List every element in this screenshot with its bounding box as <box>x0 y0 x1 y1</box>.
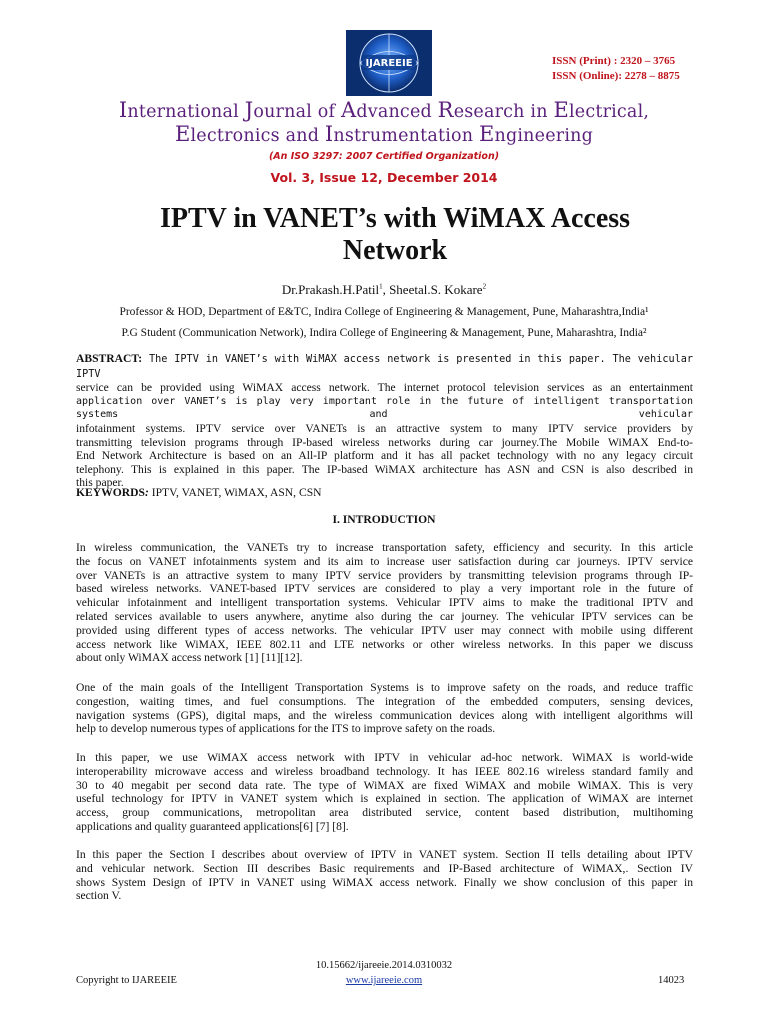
abstract <box>76 352 693 490</box>
paragraph-line: useful technology for IPTV in VANET system which is explained in section. The application of WiMAX are internet <box>76 792 693 806</box>
intro-paragraph-2 <box>76 681 693 736</box>
journal-title-word: ngineering <box>494 126 594 146</box>
paragraph-line: applications and quality guaranteed applications[6] [7] [8]. <box>76 819 349 833</box>
intro-paragraph-4 <box>76 848 693 903</box>
paragraph-line: access network like WiMAX, IEEE 802.11 and LTE networks or other wireless networks. In this paper we discuss <box>76 637 693 651</box>
keywords-label: KEYWORDS <box>76 486 145 499</box>
paragraph-line: shows System Design of IPTV in VANET using WiMAX access network. Finally we show conclusion of this paper in <box>76 875 693 889</box>
section-heading: I. INTRODUCTION <box>332 513 436 526</box>
abstract-line: this paper. <box>76 476 124 490</box>
footer-page-number: 14023 <box>658 975 685 986</box>
paragraph-line: In this paper the Section I describes about overview of IPTV in VANET system. Section II tells detailing about IPTV <box>76 848 693 861</box>
paragraph-line: In this paper, we use WiMAX access network with IPTV in vehicular ad-hoc network. WiMAX is world-wide <box>76 751 693 764</box>
keywords-colon: : <box>144 486 149 499</box>
issn-print: ISSN (Print) : 2320 – 3765 <box>552 55 676 67</box>
volume-issue: Vol. 3, Issue 12, December 2014 <box>270 170 498 185</box>
journal-title <box>0 99 768 147</box>
abstract-label: ABSTRACT: <box>76 352 143 365</box>
logo-text: IJAREEIE <box>365 58 413 69</box>
paragraph-line: 30 to 40 megabit per second data rate. The type of WiMAX are fixed WiMAX and mobile WiMAX. This is very <box>76 778 693 792</box>
intro-paragraph-1 <box>76 541 693 665</box>
paragraph-line: section V. <box>76 889 122 903</box>
journal-title-initial: J <box>244 98 254 122</box>
paper-title <box>0 203 768 267</box>
abstract-line <box>76 352 693 381</box>
paragraph-line: and vehicular network. Section III describes Basic requirements and IP-Based architecture of WiMAX,. Section IV <box>76 861 693 875</box>
affiliation-1: Professor & HOD, Department of E&TC, Indira College of Engineering & Management, Pune, Maharashtra,India¹ <box>119 306 649 318</box>
intro-paragraph-3 <box>76 751 693 834</box>
paragraph-line: about only WiMAX access network [1] [11][12]. <box>76 651 303 665</box>
abstract-line: transmitting television programs through IP-based wireless networks during car journey.The Mobile WiMAX End-to- <box>76 435 693 449</box>
paragraph-line: One of the main goals of the Intelligent Transportation Systems is to improve safety on the roads, and reduce traffic <box>76 681 693 694</box>
footer-copyright: Copyright to IJAREEIE <box>76 975 177 986</box>
abstract-line: infotainment systems. IPTV service over VANETs is an attractive system to many IPTV service providers by <box>76 421 693 435</box>
journal-title-word: dvanced <box>356 102 438 122</box>
journal-logo <box>346 30 432 96</box>
issn-online: ISSN (Online): 2278 – 8875 <box>552 70 680 82</box>
paragraph-line: congestion, waiting times, and fuel consumptions. The integration of the embedded computers, sensing devices, <box>76 694 693 708</box>
paragraph-line: In wireless communication, the VANETs try to increase transportation safety, efficiency and security. In this article <box>76 541 693 554</box>
journal-title-word: esearch in <box>453 102 554 122</box>
journal-title-word: nternational <box>127 102 245 122</box>
journal-title-word: lectronics and <box>190 126 325 146</box>
journal-title-initial: I <box>324 122 334 146</box>
keywords-text: IPTV, VANET, WiMAX, ASN, CSN <box>148 486 322 499</box>
paragraph-line: the focus on VANET infotainments system and its aim to increase user satisfaction during car journeys. IPTV service <box>76 554 693 568</box>
journal-title-word: lectrical, <box>568 102 650 122</box>
author-separator: , <box>382 282 390 297</box>
abstract-line: telephony. This is explained in this paper. The IP-based WiMAX architecture has ASN and CSN is also described in <box>76 462 693 476</box>
keywords <box>76 486 693 500</box>
author-superscript: 1 <box>379 282 383 291</box>
journal-title-initial: A <box>340 98 357 122</box>
author-name: Sheetal.S. Kokare <box>389 282 483 297</box>
journal-title-initial: R <box>437 98 454 122</box>
author-superscript: 2 <box>482 282 487 291</box>
paragraph-line: based wireless networks. VANET-based IPTV services are considered to play a very important role in the future of <box>76 582 693 596</box>
paragraph-line: help to develop numerous types of applications for the ITS to improve safety on the roads. <box>76 722 496 736</box>
paragraph-line: navigation systems (GPS), digital maps, and the wireless communication devices along with intelligent algorithms will <box>76 708 693 722</box>
paragraph-line: provided using different types of access networks. The vehicular IPTV user may connect with mobile using different <box>76 623 693 637</box>
footer-doi: 10.15662/ijareeie.2014.0310032 <box>315 960 453 971</box>
journal-title-initial: I <box>118 98 128 122</box>
paragraph-line: related services available to users anywhere, anytime also during the car journey. The vehicular IPTV services can be <box>76 609 693 623</box>
paragraph-line: access, group communications, metropolitan area distributed service, content based distribution, multihoming <box>76 806 693 820</box>
journal-title-word: ournal of <box>253 102 341 122</box>
paragraph-line: interoperability microwave access and wireless broadband technology. It has IEEE 802.16 wireless standard family and <box>76 764 693 778</box>
journal-title-initial: E <box>174 122 191 146</box>
paragraph-line: vehicular infotainment and intelligent transportation systems. Vehicular IPTV aims to make the traditional IPTV and <box>76 596 693 610</box>
journal-title-line-1 <box>0 99 768 123</box>
affiliation-2: P.G Student (Communication Network), Indira College of Engineering & Management, Pune, Maharashtra, India² <box>121 327 647 339</box>
journal-title-word: nstrumentation <box>333 126 479 146</box>
abstract-line: End Network Architecture is based on an All-IP platform and it has all packet technology with no any legacy circuit <box>76 449 693 463</box>
journal-title-line-2 <box>0 123 768 147</box>
author-name: Dr.Prakash.H.Patil <box>281 282 380 297</box>
journal-title-initial: E <box>478 122 495 146</box>
abstract-line: service can be provided using WiMAX access network. The internet protocol television services as an entertainment <box>76 381 693 395</box>
author-list <box>0 282 768 298</box>
paper-title-line-1: IPTV in VANET’s with WiMAX Access <box>159 203 631 234</box>
footer-website-link[interactable]: www.ijareeie.com <box>345 975 423 986</box>
journal-title-initial: E <box>553 98 569 122</box>
paragraph-line: over VANETs is an attractive system to many IPTV service providers by transmitting television programs through IP- <box>76 568 693 582</box>
paper-title-line-2: Network <box>342 235 448 266</box>
certification-note: (An ISO 3297: 2007 Certified Organization) <box>268 151 500 162</box>
abstract-line: application over VANET’s is play very important role in the future of intelligent transportation systems and vehicular <box>76 395 693 421</box>
abstract-line-text: The IPTV in VANET’s with WiMAX access network is presented in this paper. The vehicular IPTV <box>76 354 693 380</box>
